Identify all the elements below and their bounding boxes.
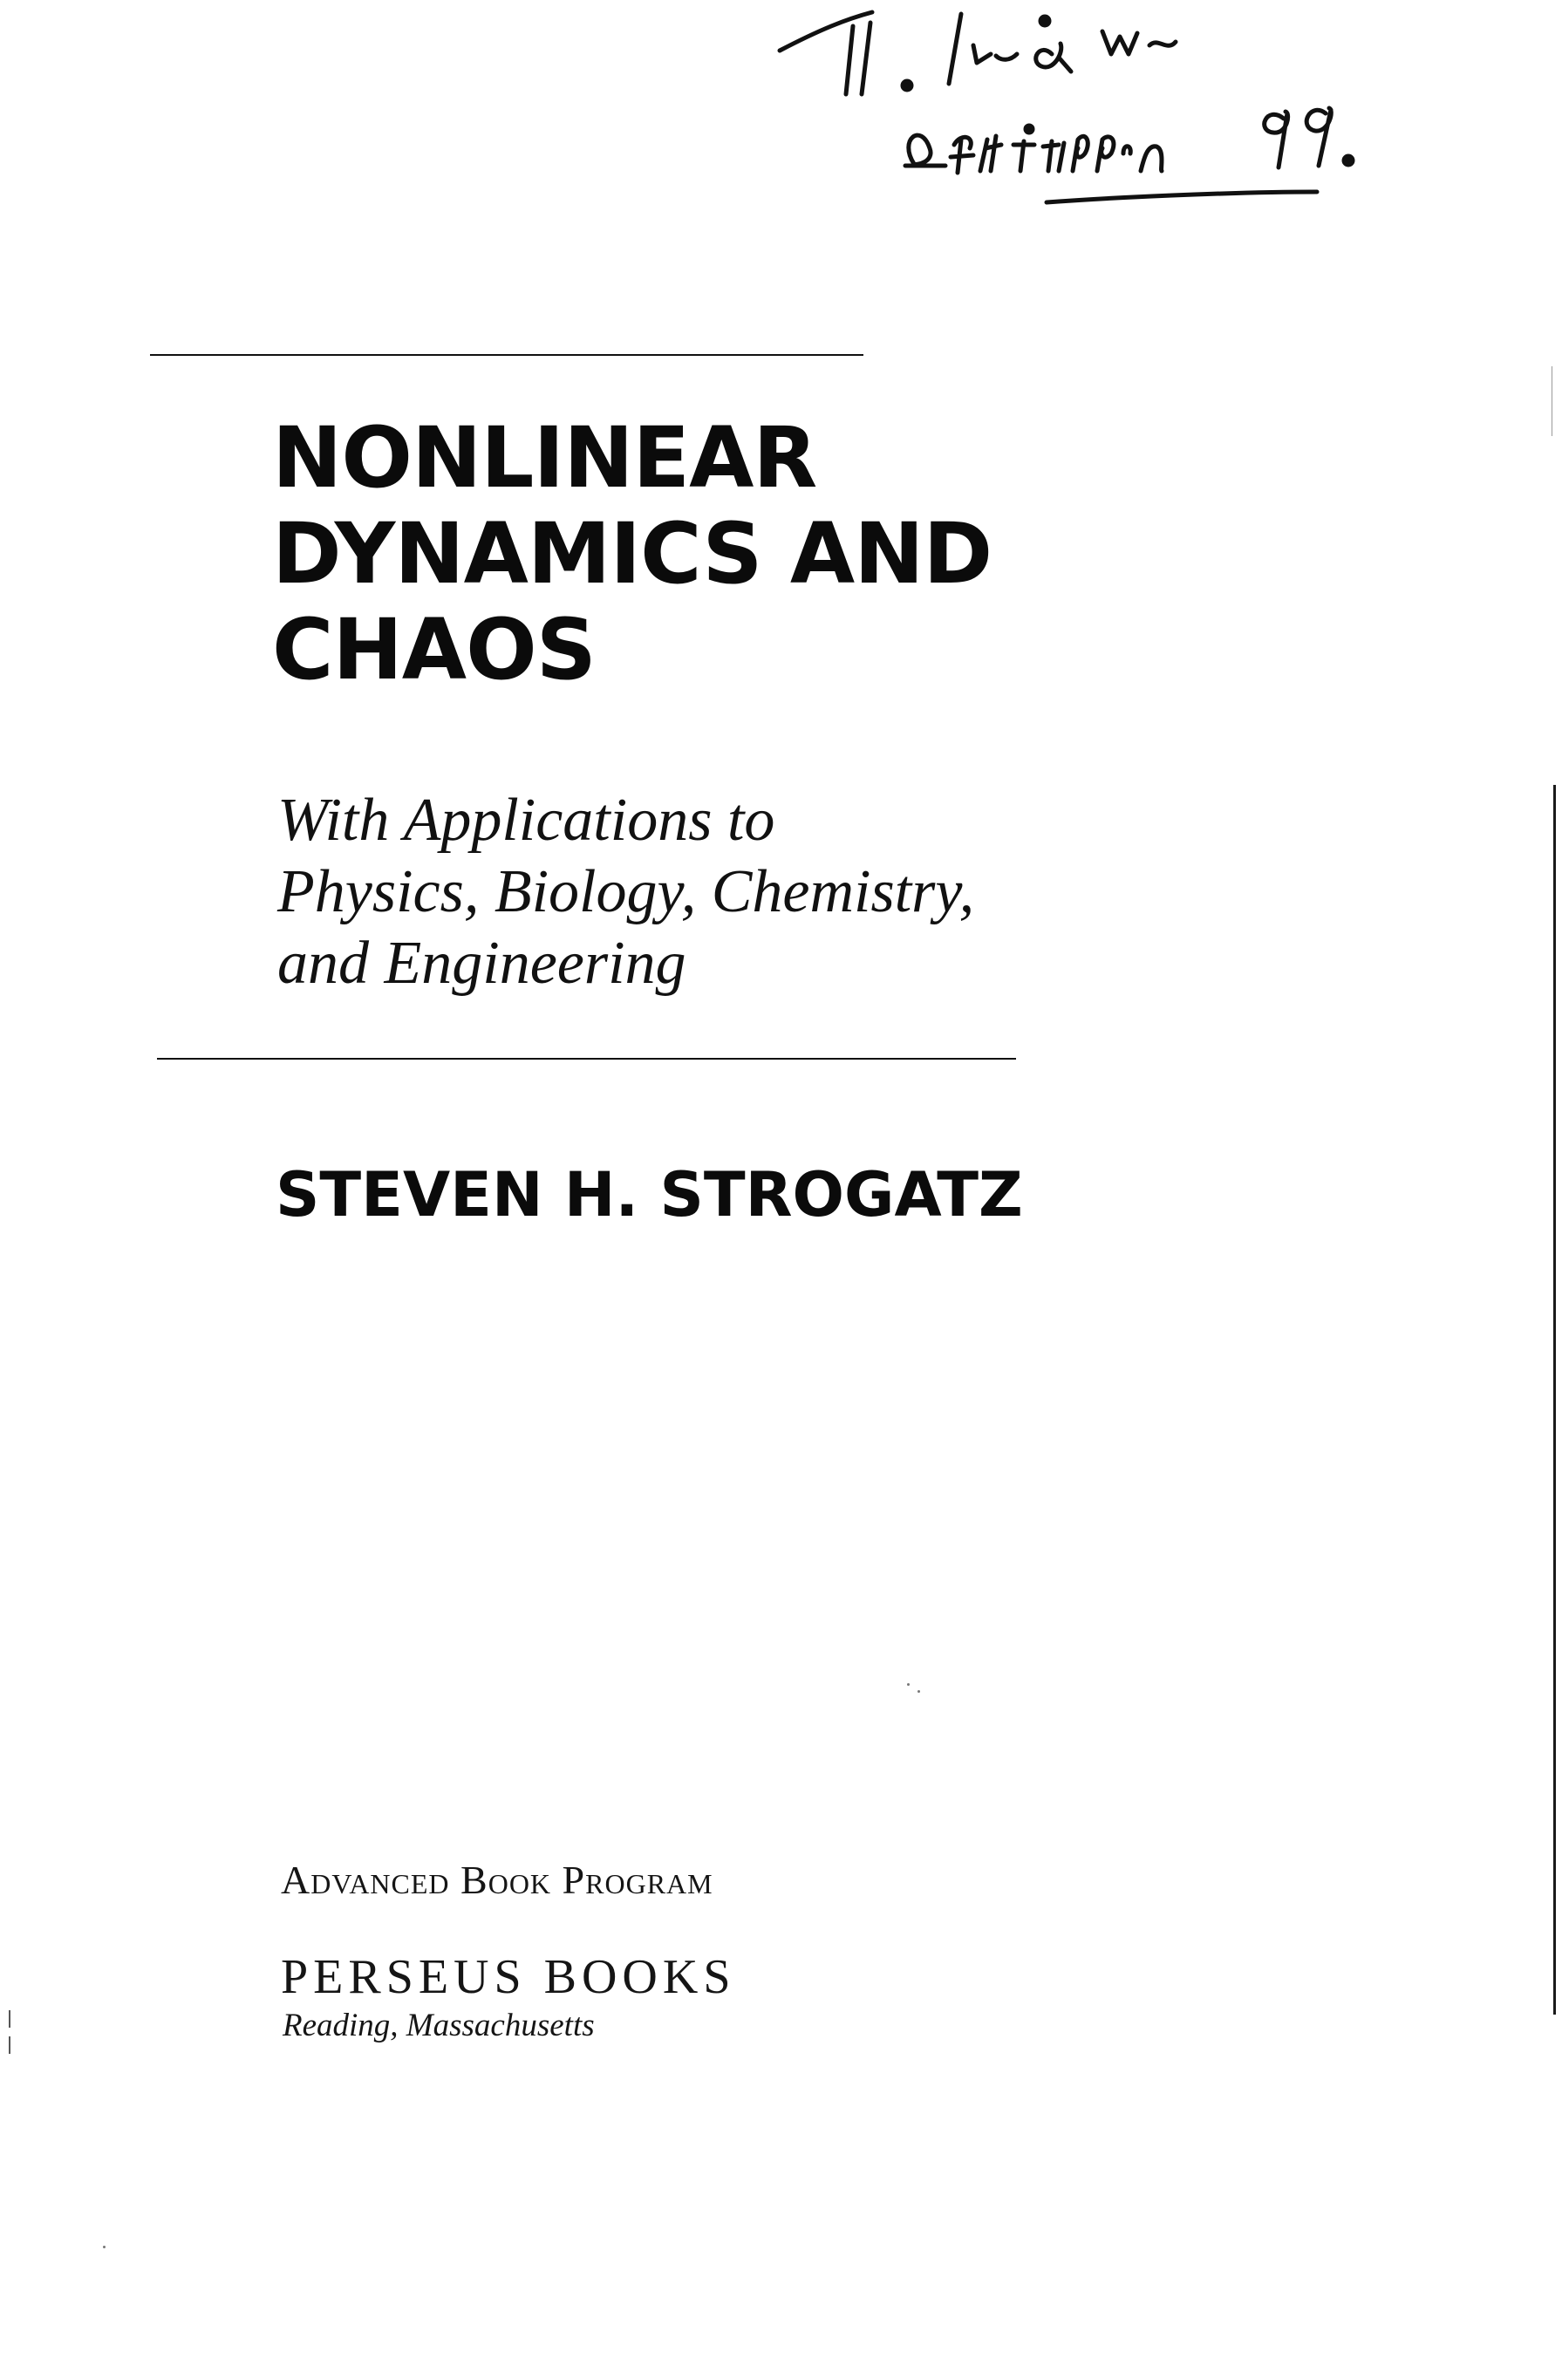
imprint-program: Advanced Book Program <box>281 1858 713 1902</box>
publisher-name: PERSEUS BOOKS <box>281 1950 736 2004</box>
handwritten-signature <box>767 0 1430 209</box>
title-line: CHAOS <box>272 601 596 699</box>
title-line: DYNAMICS AND <box>272 505 992 603</box>
author-name: STEVEN H. STROGATZ <box>276 1159 1023 1231</box>
middle-rule <box>157 1058 1016 1060</box>
scan-speck <box>917 1690 920 1693</box>
top-rule <box>150 354 863 356</box>
scan-speck <box>103 2246 106 2248</box>
subtitle-line: and Engineering <box>277 930 686 997</box>
publisher-location: Reading, Massachusetts <box>283 2008 595 2043</box>
book-title <box>272 410 992 698</box>
subtitle-line: Physics, Biology, Chemistry, <box>277 858 975 925</box>
scan-speck <box>907 1683 910 1686</box>
title-line: NONLINEAR <box>272 409 817 507</box>
scan-edge-mark <box>9 2036 10 2054</box>
subtitle-line: With Applications to <box>277 787 775 854</box>
scan-edge-mark <box>9 2010 10 2028</box>
book-subtitle <box>277 785 974 999</box>
scan-edge-mark <box>1553 785 1556 2015</box>
